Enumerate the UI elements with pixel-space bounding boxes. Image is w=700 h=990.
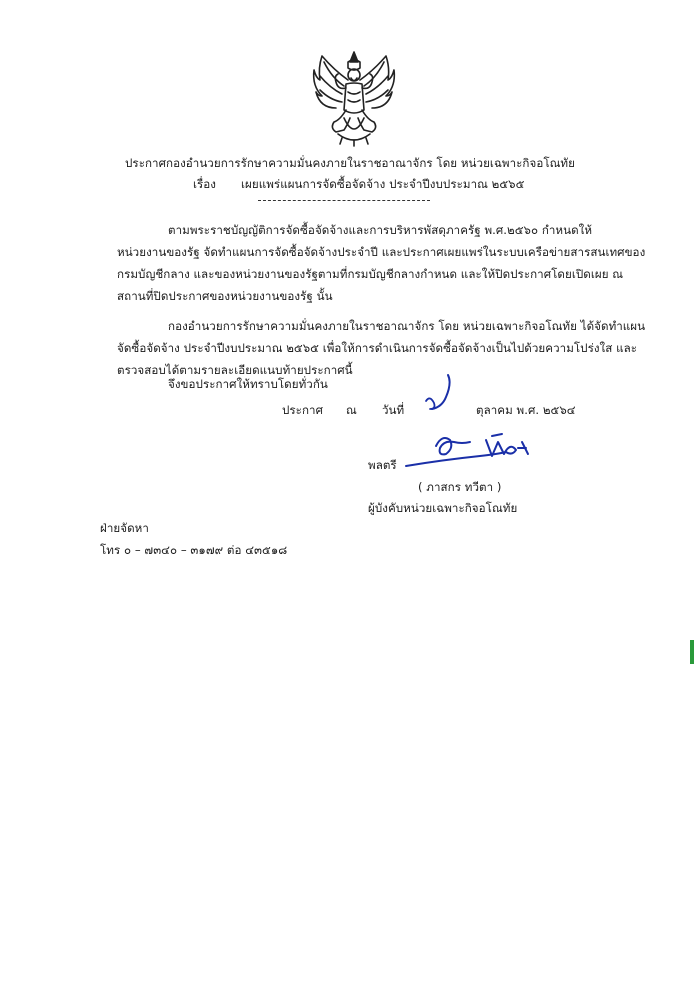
signer-rank: พลตรี — [368, 458, 397, 472]
scan-edge-mark — [690, 640, 694, 664]
signer-name: ( ภาสกร ทวีตา ) — [418, 480, 502, 494]
paragraph-2-line-1: กองอำนวยการรักษาความมั่นคงภายในราชอาณาจักร โดย หน่วยเฉพาะกิจอโณทัย ได้จัดทำแผน — [168, 319, 646, 333]
handwritten-signature — [402, 430, 552, 474]
announcement-title: ประกาศกองอำนวยการรักษาความมั่นคงภายในราชอาณาจักร โดย หน่วยเฉพาะกิจอโณทัย — [125, 156, 575, 170]
header-divider — [258, 200, 430, 201]
closing-statement: จึงขอประกาศให้ทราบโดยทั่วกัน — [168, 377, 328, 391]
paragraph-2-line-3: ตรวจสอบได้ตามรายละเอียดแนบท้ายประกาศนี้ — [117, 363, 353, 377]
signer-position: ผู้บังคับหน่วยเฉพาะกิจอโณทัย — [368, 501, 518, 515]
announce-at: ณ — [346, 403, 357, 417]
paragraph-1-line-3: กรมบัญชีกลาง และของหน่วยงานของรัฐตามที่กรมบัญชีกลางกำหนด และให้ปิดประกาศโดยเปิดเผย ณ — [117, 267, 624, 281]
announce-label: ประกาศ — [282, 403, 324, 417]
paragraph-1-line-4: สถานที่ปิดประกาศของหน่วยงานของรัฐ นั้น — [117, 289, 333, 303]
subject-text: เผยแพร่แผนการจัดซื้อจัดจ้าง ประจำปีงบประมาณ ๒๕๖๕ — [241, 177, 525, 191]
handwritten-date-mark — [418, 373, 458, 413]
subject-label: เรื่อง — [193, 177, 217, 191]
paragraph-1-line-1: ตามพระราชบัญญัติการจัดซื้อจัดจ้างและการบริหารพัสดุภาครัฐ พ.ศ.๒๕๖๐ กำหนดให้ — [168, 223, 593, 237]
garuda-emblem-icon — [304, 48, 404, 148]
department-name: ฝ่ายจัดหา — [100, 521, 149, 535]
paragraph-2-line-2: จัดซื้อจัดจ้าง ประจำปีงบประมาณ ๒๕๖๕ เพื่อให้การดำเนินการจัดซื้อจัดจ้างเป็นไปด้วยความโปร่งใส และ — [117, 341, 638, 355]
announce-month-year: ตุลาคม พ.ศ. ๒๕๖๔ — [476, 403, 576, 417]
announce-day-label: วันที่ — [382, 403, 405, 417]
paragraph-1-line-2: หน่วยงานของรัฐ จัดทำแผนการจัดซื้อจัดจ้างประจำปี และประกาศเผยแพร่ในระบบเครือข่ายสารสนเทศของ — [117, 245, 646, 259]
contact-phone: โทร ๐ – ๗๓๔๐ – ๓๑๗๙ ต่อ ๔๓๕๑๘ — [100, 543, 288, 557]
